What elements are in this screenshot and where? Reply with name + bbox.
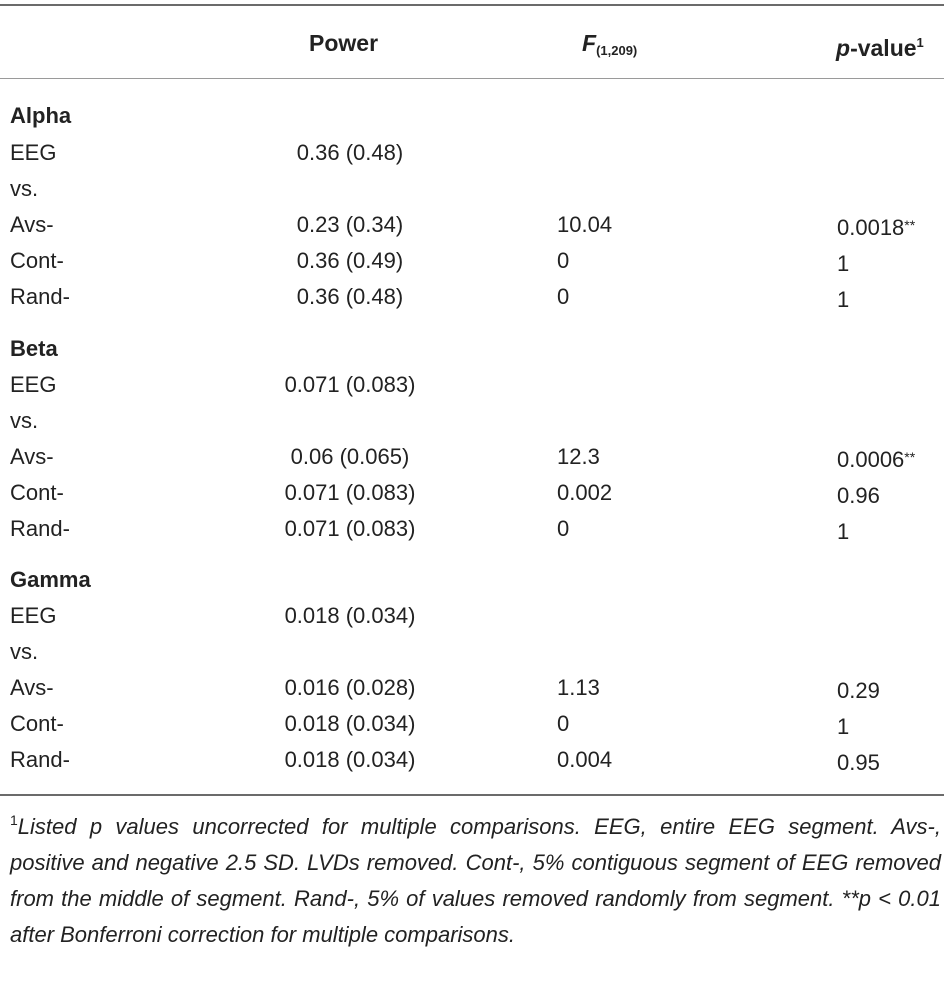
power-cell: 0.06 (0.065)	[290, 444, 410, 469]
f-statistic-cell: 12.3	[557, 444, 600, 469]
f-statistic-cell: 1.13	[557, 675, 600, 700]
p-value-text: 1	[837, 287, 850, 312]
header-power	[309, 28, 378, 58]
section-heading: Beta	[10, 336, 58, 361]
power-cell: 0.071 (0.083)	[284, 372, 416, 397]
f-statistic-cell: 0.004	[557, 747, 613, 772]
row-label: Avs-	[10, 675, 54, 700]
table-row	[0, 243, 944, 279]
p-value-text: 0.29	[837, 678, 880, 703]
row-label: Avs-	[10, 212, 54, 237]
power-cell: 0.36 (0.48)	[296, 284, 404, 309]
row-label: Cont-	[10, 480, 64, 505]
p-value-text: 1	[837, 251, 850, 276]
row-label: EEG	[10, 140, 57, 165]
p-value-cell	[837, 207, 915, 246]
p-value-cell	[837, 439, 915, 478]
table-row	[0, 207, 944, 243]
f-statistic-cell: 0	[557, 284, 570, 309]
row-label: vs.	[10, 176, 39, 201]
table-row	[0, 598, 944, 634]
row-label: vs.	[10, 639, 39, 664]
power-cell: 0.071 (0.083)	[284, 516, 416, 541]
p-value-text: 1	[837, 714, 850, 739]
f-statistic-cell: 0.002	[557, 480, 613, 505]
p-value-text: 0.0006	[837, 447, 905, 472]
p-value-text: 1	[837, 519, 850, 544]
header-f-letter: F	[582, 30, 597, 56]
header-p-letter: p	[836, 35, 851, 61]
f-statistic-cell: 0	[557, 516, 570, 541]
table-row	[0, 403, 944, 439]
significance-stars: **	[904, 449, 916, 465]
header-f-subscript: (1,209)	[596, 43, 638, 58]
section-row	[0, 331, 944, 367]
table-row	[0, 279, 944, 315]
header-p-value	[836, 28, 924, 63]
power-cell: 0.018 (0.034)	[284, 603, 416, 628]
f-statistic-cell: 0	[557, 248, 570, 273]
table-top-rule	[0, 4, 944, 6]
section-row	[0, 98, 944, 134]
row-label: Cont-	[10, 711, 64, 736]
p-value-cell	[837, 279, 849, 318]
row-label: Rand-	[10, 284, 70, 309]
power-cell: 0.071 (0.083)	[284, 480, 416, 505]
power-cell: 0.018 (0.034)	[284, 747, 416, 772]
p-value-text: 0.95	[837, 750, 880, 775]
table-row	[0, 670, 944, 706]
row-label: EEG	[10, 372, 57, 397]
power-cell: 0.016 (0.028)	[284, 675, 416, 700]
power-cell: 0.23 (0.34)	[296, 212, 404, 237]
header-p-rest: -value	[850, 35, 917, 61]
row-label: EEG	[10, 603, 57, 628]
table-row	[0, 367, 944, 403]
power-cell: 0.36 (0.48)	[296, 140, 404, 165]
table-row	[0, 742, 944, 778]
row-label: Cont-	[10, 248, 64, 273]
footnote-text: Listed p values uncorrected for multiple comparisons. EEG, entire EEG segment. Avs-, positive and negative 2.5 SD. LVDs removed. Cont-, 5% contiguous segment of EEG removed from the middle of segment. Rand-, 5% of values removed randomly from segment. **p < 0.01 after Bonferroni correction for multiple comparisons.	[10, 814, 941, 947]
section-heading: Alpha	[10, 103, 72, 128]
header-f-statistic	[582, 28, 637, 66]
footnote-marker: 1	[10, 812, 18, 828]
row-label: vs.	[10, 408, 39, 433]
power-cell: 0.36 (0.49)	[296, 248, 404, 273]
table-bottom-rule	[0, 794, 944, 796]
row-label: Rand-	[10, 747, 70, 772]
p-value-cell	[837, 243, 849, 282]
table-row	[0, 706, 944, 742]
table-row	[0, 439, 944, 475]
table-row	[0, 634, 944, 670]
p-value-cell	[837, 670, 880, 709]
f-statistic-cell: 10.04	[557, 212, 613, 237]
section-row	[0, 562, 944, 598]
p-value-text: 0.96	[837, 483, 880, 508]
p-value-cell	[837, 706, 849, 745]
header-power-label: Power	[309, 30, 379, 56]
p-value-cell	[837, 742, 880, 781]
row-label: Avs-	[10, 444, 54, 469]
row-label: Rand-	[10, 516, 70, 541]
p-value-text: 0.0018	[837, 215, 905, 240]
table-footnote	[10, 802, 941, 953]
header-p-superscript: 1	[916, 35, 924, 50]
header-rule	[0, 78, 944, 79]
significance-stars: **	[904, 217, 916, 233]
power-cell: 0.018 (0.034)	[284, 711, 416, 736]
section-heading: Gamma	[10, 567, 91, 592]
table-row	[0, 475, 944, 511]
table-row	[0, 511, 944, 547]
table-row	[0, 171, 944, 207]
f-statistic-cell: 0	[557, 711, 570, 736]
p-value-cell	[837, 511, 849, 550]
table-row	[0, 135, 944, 171]
p-value-cell	[837, 475, 880, 514]
